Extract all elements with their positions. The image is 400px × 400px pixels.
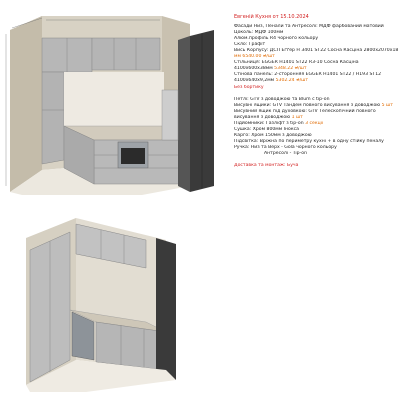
spec-drawers-qty: 5 шт (381, 102, 393, 108)
iso-dark-pantry (156, 238, 176, 380)
spec-worktop-price: 5348.22 ₴/шт (274, 66, 307, 72)
spec-plinth: Цоколь: МДФ 100мм (234, 30, 284, 36)
page-title: Евгеній Кухня от 15.10.2024 (234, 14, 309, 20)
spec-cargo: Карго: Хром 150мм з доводжою (234, 132, 312, 138)
spec-oven-drawer: Висувний ящик під духовкою: GTV Телескопічний повного (234, 108, 376, 114)
spec-lifts-qty: 3 секції (305, 120, 324, 126)
spec-lifts: Підйомники: Газліфт з tip-on (234, 120, 304, 126)
spec-wall-panel: Стінова панель: 2-сторонняя EGGER H1401 ST22 / H193 ST12 (234, 72, 382, 78)
spec-panel (234, 14, 398, 169)
spec-glass: Скло: Графіт (234, 42, 266, 48)
kitchen-front-render (2, 10, 230, 195)
spec-body: Вись Корпусу: ДСП Еґґер H 3401 ST22 Сосна Касціна 2800х2070х18 (234, 48, 398, 54)
spec-handles: Ручка: Низ та Верх - Gola чорного кольору (234, 144, 337, 150)
spec-facade: Фасади Низ, Пенали та Антресолі: МДФ фарбований матовий (234, 24, 384, 30)
spec-no-edge: Без бортику (234, 84, 264, 90)
spec-dryer: Сушка: Хром 800мм Інокса (234, 126, 299, 132)
spec-oven-drawer-b: висування з доводжою (234, 114, 291, 120)
spec-profile: Алюм.профіль R4 чорного кольору (234, 36, 319, 42)
spec-handles-b: Антресолі - Tip-on (264, 150, 308, 156)
spec-worktop: Стільниця: EGGER H1401 ST22 R3-10 Сосна Касціна (234, 60, 359, 66)
backsplash (64, 72, 164, 126)
spec-wall-size: 4100х640х9,2мм (234, 78, 275, 84)
spec-wall-price: 5302.24 ₴/шт (275, 78, 309, 84)
spec-oven-drawer-qty: 1 шт (291, 114, 303, 120)
spec-lighting: Підсвітка: Вріжна по периметру кухні + в одну стійку пеналу (234, 138, 384, 144)
spec-body-price: мм 6540.00 ₴/шт (234, 54, 275, 60)
tall-column-left (42, 72, 64, 164)
spec-worktop-size: 4100х600х38мм (234, 66, 273, 72)
spec-hinges: Петлі: GTV з доводжою та Blum c tip-on (234, 96, 330, 102)
upper-cabinets-right (92, 38, 160, 70)
left-wall (10, 16, 42, 192)
spec-delivery: Доставка та монтаж: Буча (234, 163, 299, 169)
spec-drawers: Висувні ящики: GTV Тандем повного висування з доводжою (234, 102, 381, 108)
kitchen-iso-render (16, 210, 181, 392)
